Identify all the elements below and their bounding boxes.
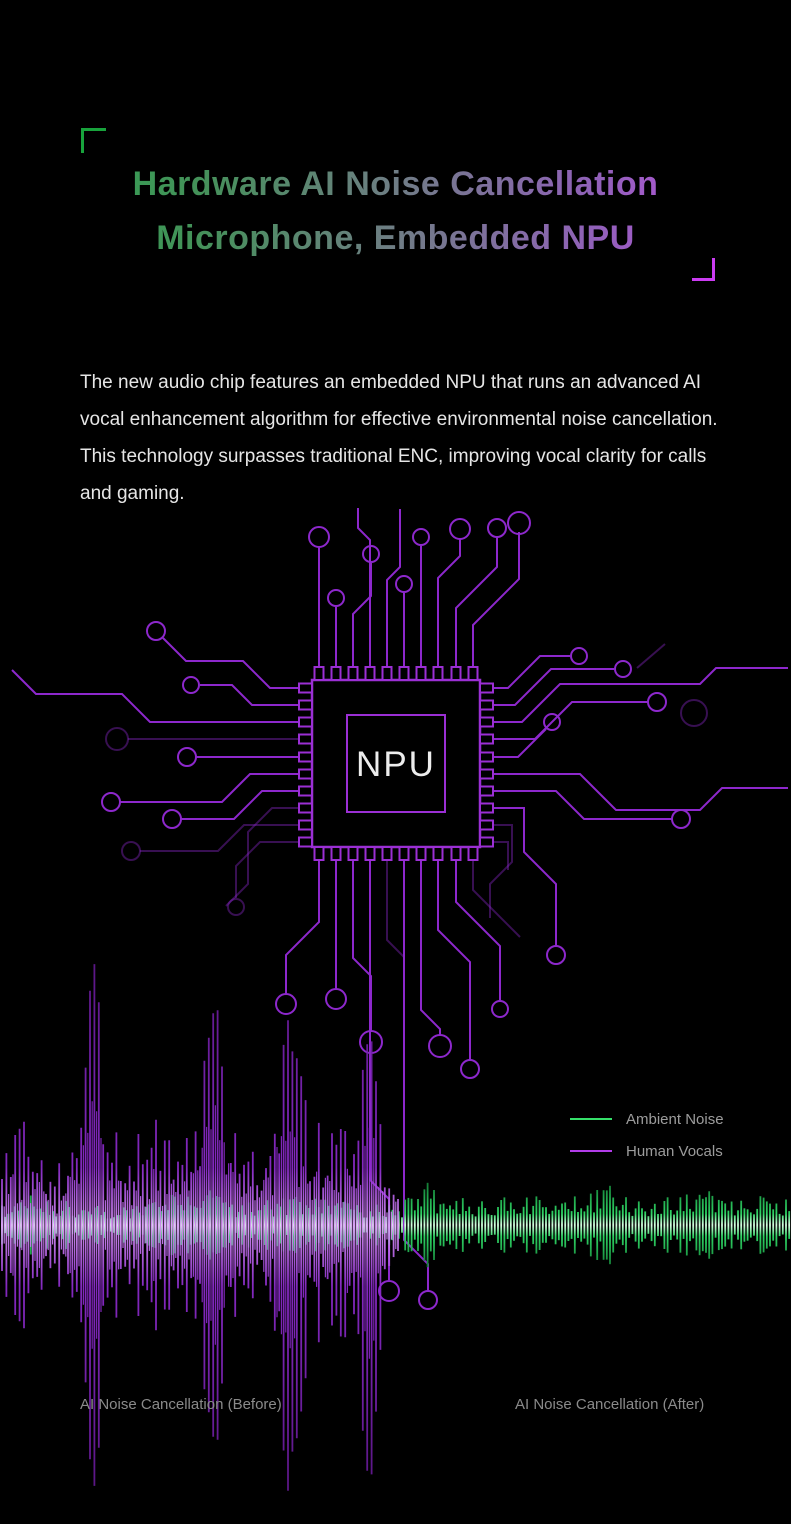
legend-row-ambient-noise (570, 1108, 724, 1130)
description-line: vocal enhancement algorithm for effective environmental noise cancellation. (80, 409, 718, 430)
legend-row-human-vocals (570, 1140, 724, 1162)
description-line: This technology surpasses traditional ENC, improving vocal clarity for calls (80, 446, 707, 467)
ambient-noise-label: Ambient Noise (626, 1110, 724, 1128)
human-vocals-swatch (570, 1150, 612, 1152)
description-line: The new audio chip features an embedded NPU that runs an advanced AI (80, 372, 702, 393)
description-line: and gaming. (80, 483, 185, 504)
human-vocals-label: Human Vocals (626, 1142, 723, 1160)
page-title-line2: Microphone, Embedded NPU (0, 211, 791, 265)
before-caption: AI Noise Cancellation (Before) (80, 1396, 282, 1413)
page-title-line1: Hardware AI Noise Cancellation (0, 157, 791, 211)
npu-chip-label: NPU (356, 745, 436, 784)
ambient-noise-swatch (570, 1118, 612, 1120)
waveform-legend (570, 1108, 724, 1172)
after-caption: AI Noise Cancellation (After) (515, 1396, 705, 1413)
